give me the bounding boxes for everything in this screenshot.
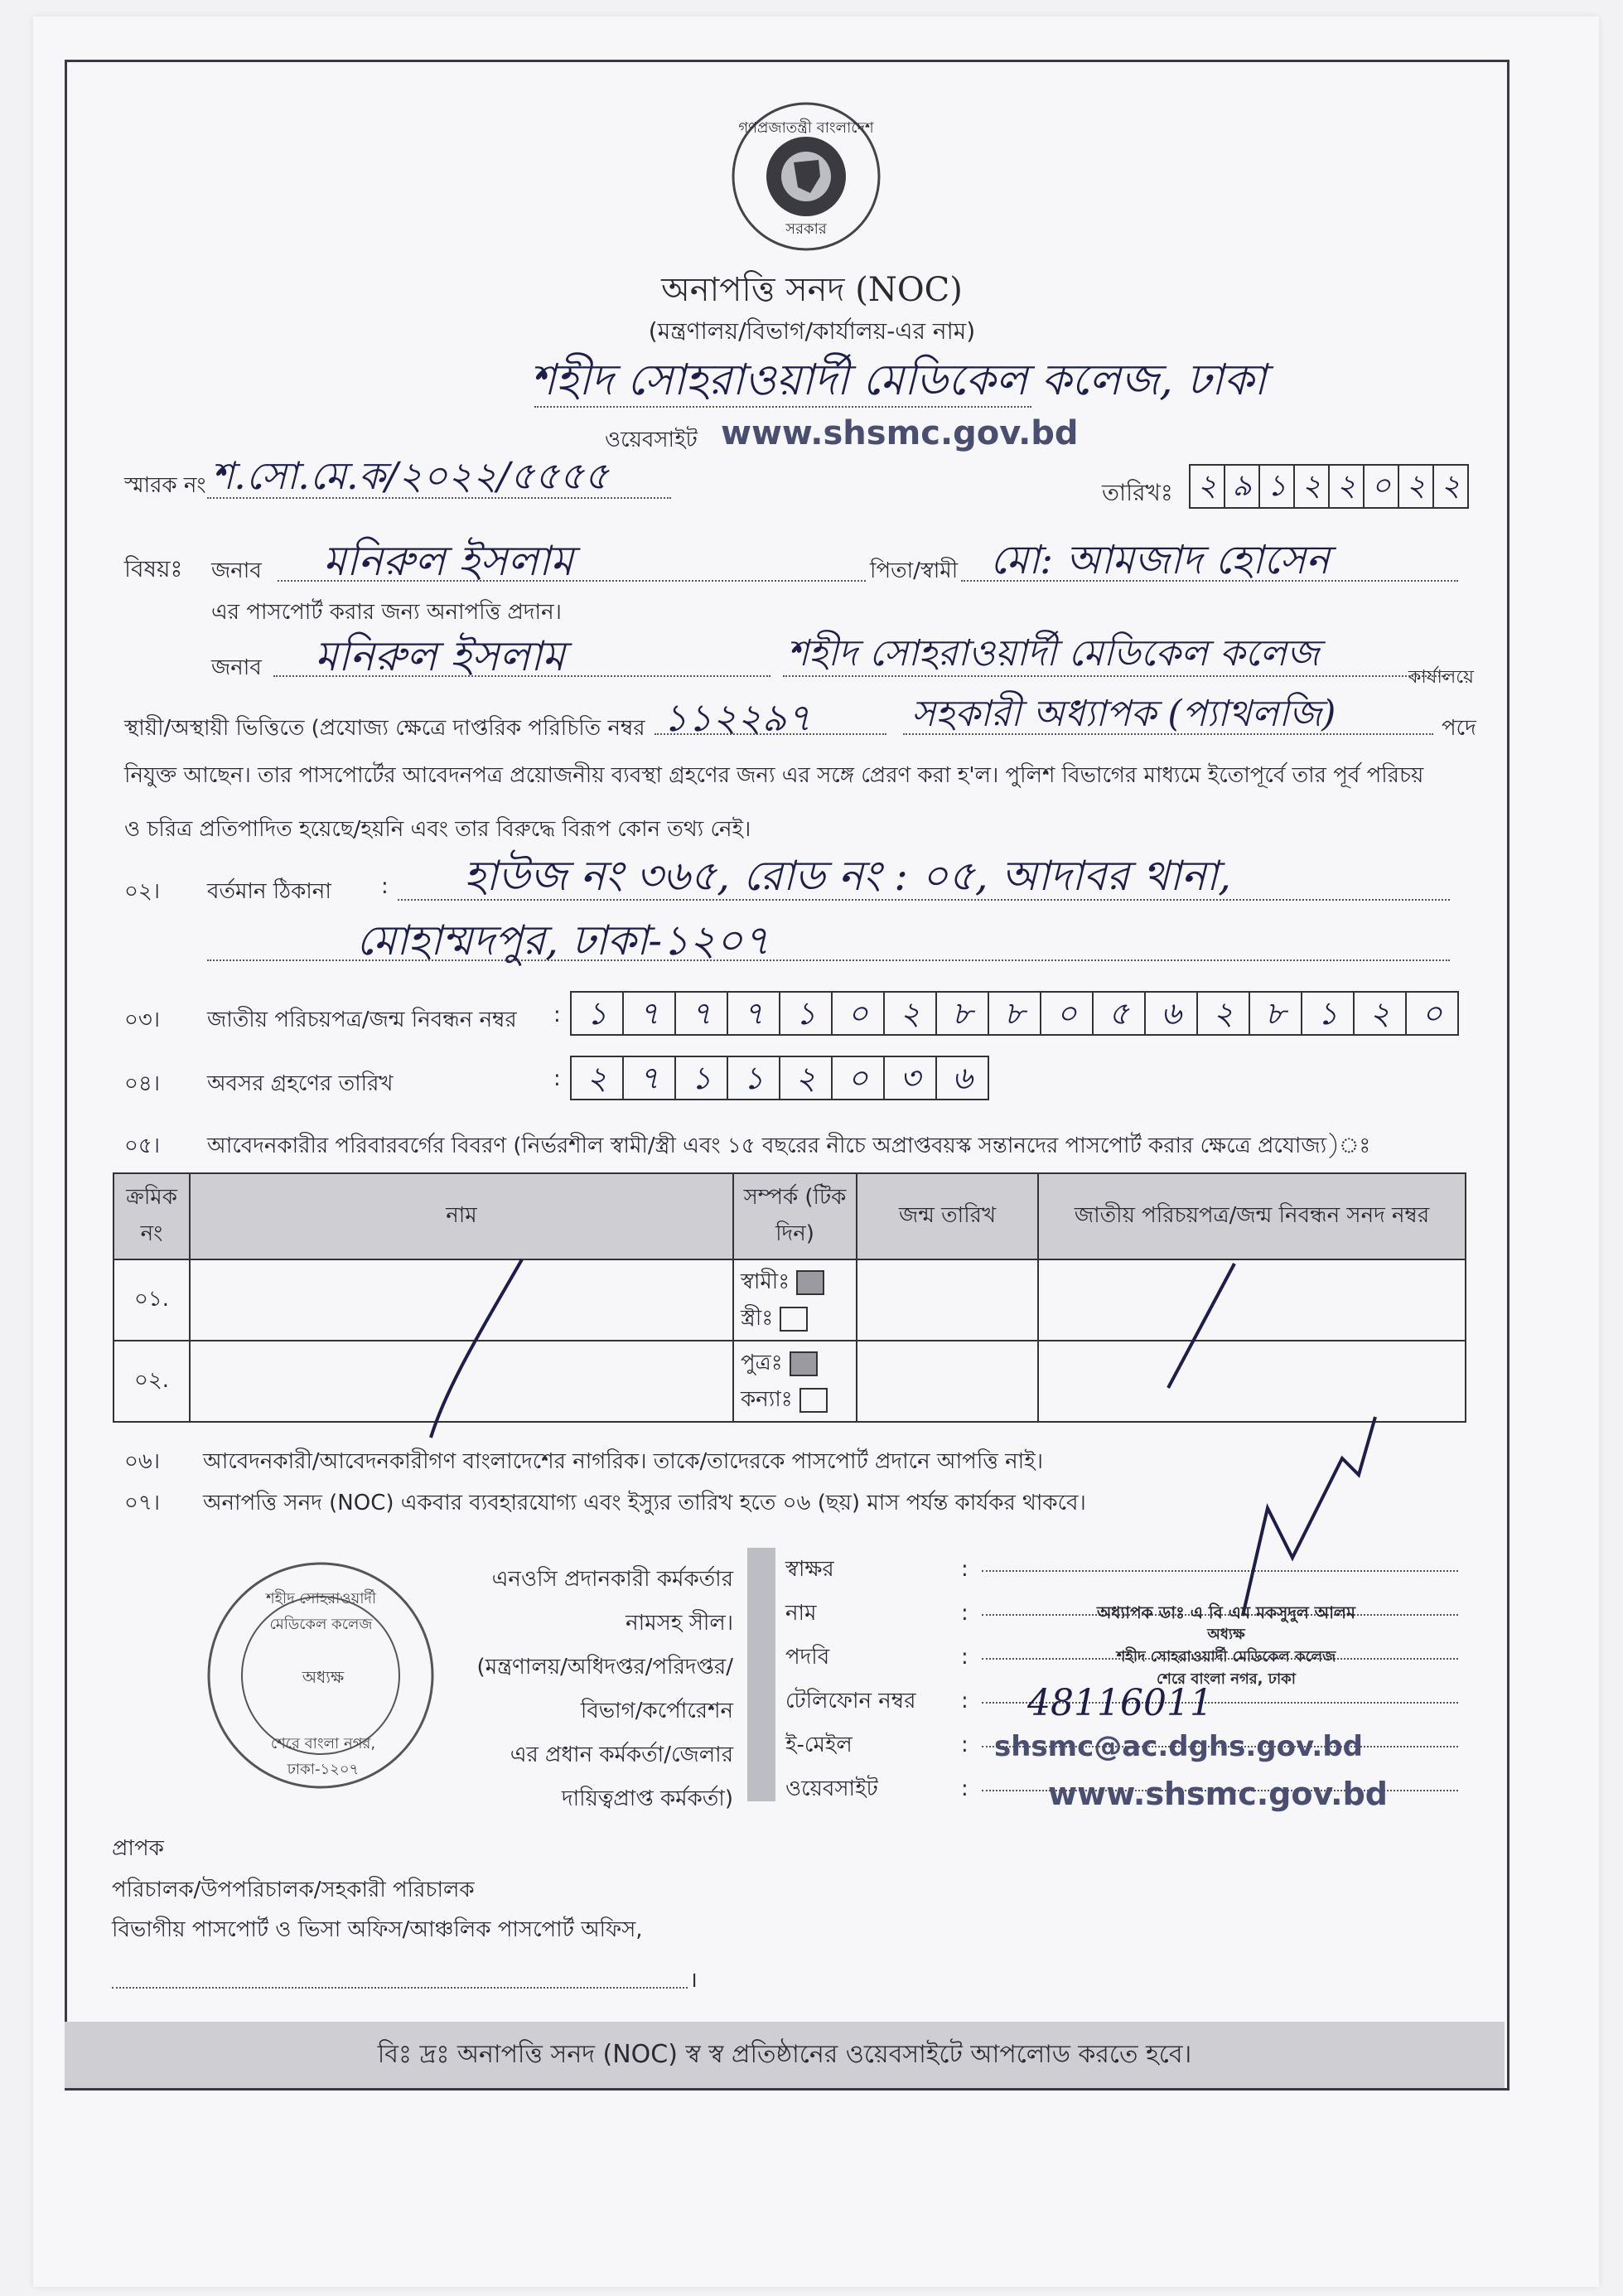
- memo-label: স্মারক নং: [124, 473, 206, 498]
- digit-box: ৭: [622, 991, 676, 1036]
- family-table: [113, 1172, 1466, 1423]
- stamp-org: শহীদ সোহরাওয়ার্দী মেডিকেল কলেজ: [1116, 1648, 1336, 1665]
- retire-colon: :: [553, 1066, 561, 1091]
- digit-box: ১: [1301, 991, 1355, 1036]
- clause-07-num: ০৭।: [124, 1491, 161, 1515]
- retire-num: ০৪।: [124, 1071, 161, 1096]
- retire-label: অবসর গ্রহণের তারিখ: [207, 1071, 394, 1096]
- row-birthdate-cell: [857, 1259, 1038, 1341]
- subject-label: বিষয়ঃ: [124, 555, 183, 582]
- officer-description: [447, 1558, 733, 1821]
- checkbox[interactable]: [790, 1351, 818, 1376]
- officer-email: shsmc@ac.dghs.gov.bd: [994, 1730, 1363, 1763]
- officer-desc-line: এর প্রধান কর্মকর্তা/জেলার: [510, 1743, 733, 1767]
- row-nid-cell: [1038, 1259, 1466, 1341]
- digit-box: ০: [1363, 464, 1399, 509]
- father-label: পিতা/স্বামী: [870, 558, 959, 583]
- col-nid: জাতীয় পরিচয়পত্র/জন্ম নিবন্ধন সনদ নম্বর: [1038, 1173, 1466, 1259]
- family-table-header: [114, 1173, 1466, 1259]
- officer-desc-line: নামসহ সীল।: [626, 1611, 733, 1636]
- address-line2-dots: [207, 959, 1450, 961]
- body-line3: নিযুক্ত আছেন। তার পাসপোর্টের আবেদনপত্র প্রয়োজনীয় ব্যবস্থা গ্রহণের জন্য এর সঙ্গে প্রেরণ করা হ'ল। পুলিশ বিভাগের মাধ্যমে ইতোপূর্বে তার পূর্ব পরিচয়: [124, 763, 1424, 788]
- digit-box: ২: [1432, 464, 1469, 509]
- digit-box: ২: [570, 1056, 624, 1100]
- col-relation: সম্পর্ক (টিক দিন): [733, 1173, 857, 1259]
- digit-box: ৬: [1144, 991, 1198, 1036]
- father-line: [961, 580, 1458, 582]
- subject-mr: জনাব: [211, 558, 262, 583]
- subtitle: (মন্ত্রণালয়/বিভাগ/কার্যালয়-এর নাম): [648, 317, 976, 345]
- seal-text: শহীদ সোহরাওয়ার্দী মেডিকেল কলেজ: [265, 1590, 377, 1633]
- body-name-line: [273, 675, 770, 677]
- stamp-name: অধ্যাপক ডাঃ এ বি এম মকসুদুল আলম: [1096, 1602, 1356, 1622]
- recipient-line2: বিভাগীয় পাসপোর্ট ও ভিসা অফিস/আঞ্চলিক পাসপোর্ট অফিস,: [112, 1917, 643, 1942]
- nid-num: ০৩।: [124, 1008, 161, 1032]
- col-birthdate: জন্ম তারিখ: [857, 1173, 1038, 1259]
- address-line1: হাউজ নং ৩৬৫, রোড নং : ০৫, আদাবর থানা,: [464, 852, 1232, 900]
- relation-option[interactable]: স্বামীঃ: [741, 1264, 855, 1300]
- official-id: ১১২২৯৭: [663, 695, 812, 740]
- officer-desc-line: দায়িত্বপ্রাপ্ত কর্মকর্তা): [561, 1786, 733, 1811]
- checkbox[interactable]: [780, 1307, 808, 1332]
- digit-box: ৬: [935, 1056, 989, 1100]
- address-line1-dots: [398, 899, 1450, 901]
- digit-box: ৮: [935, 991, 989, 1036]
- col-name: নাম: [190, 1173, 733, 1259]
- subject-suffix: এর পাসপোর্ট করার জন্য অনাপত্তি প্রদান।: [211, 600, 562, 625]
- digit-box: ০: [1405, 991, 1459, 1036]
- org-name: শহীদ সোহরাওয়ার্দী মেডিকেল কলেজ, ঢাকা: [530, 355, 1267, 405]
- field-phone-label: টেলিফোন নম্বর: [785, 1689, 916, 1714]
- relation-option[interactable]: পুত্রঃ: [741, 1345, 855, 1381]
- field-email-label: ই-মেইল: [785, 1733, 853, 1757]
- recipient-dots: [112, 1987, 688, 1989]
- official-id-line: [655, 733, 886, 735]
- digit-box: ৫: [1092, 991, 1146, 1036]
- vertical-stamp-strip: [747, 1548, 775, 1801]
- subject-name-line: [278, 580, 866, 582]
- digit-box: ২: [1189, 464, 1225, 509]
- officer-website: www.shsmc.gov.bd: [1048, 1776, 1388, 1812]
- digit-box: ২: [1293, 464, 1330, 509]
- page-title: অনাপত্তি সনদ (NOC): [661, 271, 963, 309]
- digit-box: ২: [1398, 464, 1434, 509]
- seal-center: অধ্যক্ষ: [302, 1667, 345, 1687]
- recipient-label: প্রাপক: [112, 1836, 164, 1861]
- field-name-label: নাম: [785, 1601, 817, 1626]
- field-website-label: ওয়েবসাইট: [785, 1776, 878, 1801]
- digit-box: ১: [1258, 464, 1295, 509]
- post-suffix: পদে: [1442, 716, 1476, 741]
- memo-value: শ.সো.মে.ক/২০২২/৫৫৫৫: [211, 453, 609, 498]
- relation-option[interactable]: কন্যাঃ: [741, 1381, 855, 1418]
- digit-box: ১: [674, 1056, 728, 1100]
- nid-colon: :: [553, 1003, 561, 1027]
- address-line2: মোহাম্মদপুর, ঢাকা-১২০৭: [356, 916, 770, 964]
- clause-06-text: আবেদনকারী/আবেদনকারীগণ বাংলাদেশের নাগরিক। তাকে/তাদেরকে পাসপোর্ট প্রদানে আপত্তি নাই।: [203, 1449, 1044, 1474]
- digit-box: ৭: [727, 991, 780, 1036]
- address-num: ০২।: [124, 879, 161, 904]
- row-serial: ০১.: [114, 1259, 190, 1341]
- stamp-title: অধ্যক্ষ: [1207, 1626, 1245, 1643]
- address-label: বর্তমান ঠিকানা: [207, 879, 331, 904]
- body-name: মনিরুল ইসলাম: [315, 632, 565, 680]
- subject-name: মনিরুল ইসলাম: [323, 537, 573, 585]
- relation-option[interactable]: স্ত্রীঃ: [741, 1300, 855, 1337]
- digit-box: ৭: [622, 1056, 676, 1100]
- digit-box: ১: [779, 991, 833, 1036]
- digit-box: ০: [831, 991, 885, 1036]
- clause-07-text: অনাপত্তি সনদ (NOC) একবার ব্যবহারযোগ্য এবং ইস্যুর তারিখ হতে ০৬ (ছয়) মাস পর্যন্ত কার্যকর থাকবে।: [203, 1491, 1086, 1515]
- recipient-line3-end: ।: [689, 1968, 698, 1993]
- website-label: ওয়েবসাইট: [605, 428, 698, 452]
- retire-boxes: [570, 1056, 989, 1100]
- digit-box: ২: [779, 1056, 833, 1100]
- family-label: আবেদনকারীর পরিবারবর্গের বিবরণ (নির্ভরশীল স্বামী/স্ত্রী এবং ১৫ বছরের নীচে অপ্রাপ্তবয়স্ক সন্তানদের পাসপোর্ট করার ক্ষেত্রে প্রযোজ্য)ঃ: [207, 1133, 1371, 1158]
- father-name: মো: আমজাদ হোসেন: [990, 537, 1330, 583]
- checkbox[interactable]: [796, 1270, 824, 1295]
- body-office: শহীদ সোহরাওয়ার্দী মেডিকেল কলেজ: [787, 632, 1320, 674]
- stamp-place: শেরে বাংলা নগর, ঢাকা: [1157, 1670, 1296, 1688]
- emblem-bottom-text: সরকার: [785, 220, 827, 238]
- emblem-ring-text: গণপ্রজাতন্ত্রী বাংলাদেশ: [738, 119, 874, 137]
- office-suffix: কার্যালয়ে: [1408, 667, 1475, 688]
- date-label: তারিখঃ: [1102, 479, 1173, 506]
- nid-boxes: [570, 991, 1459, 1036]
- row-relation-cell: [733, 1341, 857, 1422]
- digit-box: ১: [570, 991, 624, 1036]
- digit-box: ৭: [674, 991, 728, 1036]
- digit-box: ২: [883, 991, 937, 1036]
- officer-desc-line: বিভাগ/কর্পোরেশন: [580, 1699, 733, 1723]
- footer-note-bar: [65, 2022, 1505, 2088]
- digit-box: ৮: [988, 991, 1041, 1036]
- digit-box: ১: [727, 1056, 780, 1100]
- officer-colons: : : : : : :: [961, 1557, 968, 1801]
- family-num: ০৫।: [124, 1133, 161, 1158]
- row-serial: ০২.: [114, 1341, 190, 1422]
- body-mr: জনাব: [211, 655, 262, 680]
- row-birthdate-cell: [857, 1341, 1038, 1422]
- designation-line: [903, 733, 1433, 735]
- recipient-line1: পরিচালক/উপপরিচালক/সহকারী পরিচালক: [112, 1878, 475, 1902]
- digit-box: ০: [831, 1056, 885, 1100]
- digit-box: ৩: [883, 1056, 937, 1100]
- date-boxes: [1189, 464, 1469, 509]
- digit-box: ৯: [1224, 464, 1260, 509]
- body-office-line: [783, 675, 1446, 677]
- designation: সহকারী অধ্যাপক (প্যাথলজি): [911, 693, 1336, 735]
- digit-box: ২: [1196, 991, 1250, 1036]
- digit-box: ২: [1353, 991, 1407, 1036]
- org-name-line: [534, 406, 1031, 408]
- strike-line-nid: [1152, 1251, 1251, 1400]
- address-colon: :: [381, 874, 389, 899]
- seal-bottom: শেরে বাংলা নগর, ঢাকা-১২০৭: [270, 1735, 376, 1778]
- nid-label: জাতীয় পরিচয়পত্র/জন্ম নিবন্ধন নম্বর: [207, 1008, 517, 1032]
- field-designation-label: পদবি: [785, 1645, 830, 1670]
- digit-box: ০: [1040, 991, 1094, 1036]
- officer-field-labels: [785, 1548, 915, 1811]
- body-line4: ও চরিত্র প্রতিপাদিত হয়েছে/হয়নি এবং তার বিরুদ্ধে বিরূপ কোন তথ্য নেই।: [124, 817, 751, 842]
- clause-06-num: ০৬।: [124, 1449, 161, 1474]
- header-website: www.shsmc.gov.bd: [721, 414, 1079, 452]
- row-relation-cell: [733, 1259, 857, 1341]
- signature-mark: [1193, 1409, 1408, 1624]
- officer-phone: 48116011: [1027, 1682, 1213, 1724]
- table-row: [114, 1259, 1466, 1341]
- checkbox[interactable]: [799, 1388, 828, 1413]
- strike-line-name: [414, 1251, 547, 1442]
- digit-box: ৮: [1249, 991, 1302, 1036]
- memo-line: [207, 497, 671, 499]
- officer-desc-line: (মন্ত্রণালয়/অধিদপ্তর/পরিদপ্তর/: [476, 1655, 733, 1680]
- footer-note: বিঃ দ্রঃ অনাপত্তি সনদ (NOC) স্ব স্ব প্রতিষ্ঠানের ওয়েবসাইটে আপলোড করতে হবে।: [377, 2039, 1192, 2069]
- digit-box: ২: [1328, 464, 1365, 509]
- field-signature-label: স্বাক্ষর: [785, 1557, 834, 1582]
- body-line2-prefix: স্থায়ী/অস্থায়ী ভিত্তিতে (প্রযোজ্য ক্ষেত্রে দাপ্তরিক পরিচিতি নম্বর: [124, 716, 645, 741]
- col-serial: ক্রমিক নং: [114, 1173, 190, 1259]
- officer-desc-line: এনওসি প্রদানকারী কর্মকর্তার: [491, 1567, 733, 1592]
